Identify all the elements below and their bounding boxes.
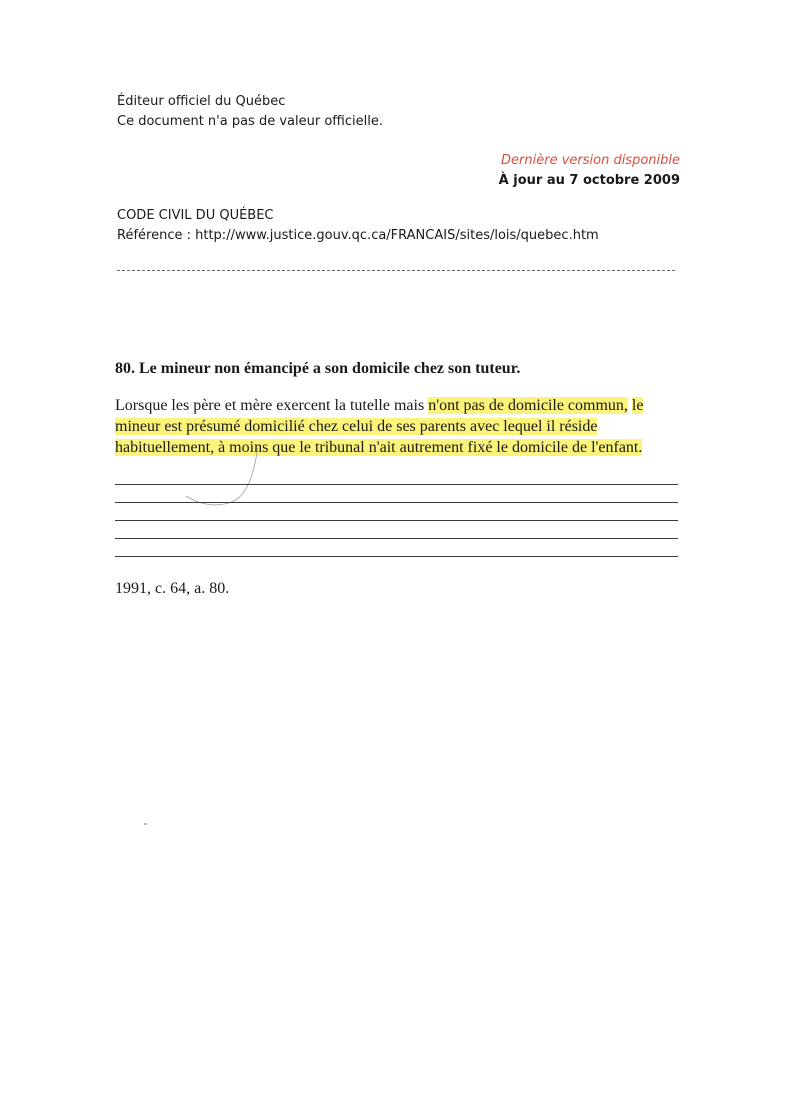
blank-line [115, 502, 678, 503]
article-heading: 80. Le mineur non émancipé a son domicile chez son tuteur. [115, 360, 521, 377]
blank-line [115, 556, 678, 557]
version-label: Dernière version disponible [501, 153, 680, 168]
blank-line [115, 538, 678, 539]
source-note: 1991, c. 64, a. 80. [115, 580, 230, 597]
code-title: CODE CIVIL DU QUÉBEC [117, 208, 274, 223]
disclaimer-text: Ce document n'a pas de valeur officielle. [117, 114, 383, 129]
reference-line [117, 228, 599, 243]
highlighted-text: le mineur est présumé domicilié chez celui de ses parents avec lequel il réside habituellement, à moins que le tribunal n'ait autrement fixé le domicile de l'enfant. [115, 397, 644, 456]
reference-label: Référence : [117, 228, 191, 243]
blank-line [115, 484, 678, 485]
publisher-name: Éditeur officiel du Québec [117, 94, 286, 109]
reference-url: http://www.justice.gouv.qc.ca/FRANCAIS/sites/lois/quebec.htm [195, 228, 599, 243]
version-date: À jour au 7 octobre 2009 [498, 173, 680, 188]
blank-line [115, 520, 678, 521]
dashed-separator [117, 270, 675, 271]
highlighted-text: n'ont pas de domicile commun, [428, 397, 628, 414]
scan-speck [144, 823, 147, 825]
version-block [499, 151, 680, 191]
article-body [115, 395, 685, 458]
article-body-text: Lorsque les père et mère exercent la tutelle mais [115, 397, 429, 414]
